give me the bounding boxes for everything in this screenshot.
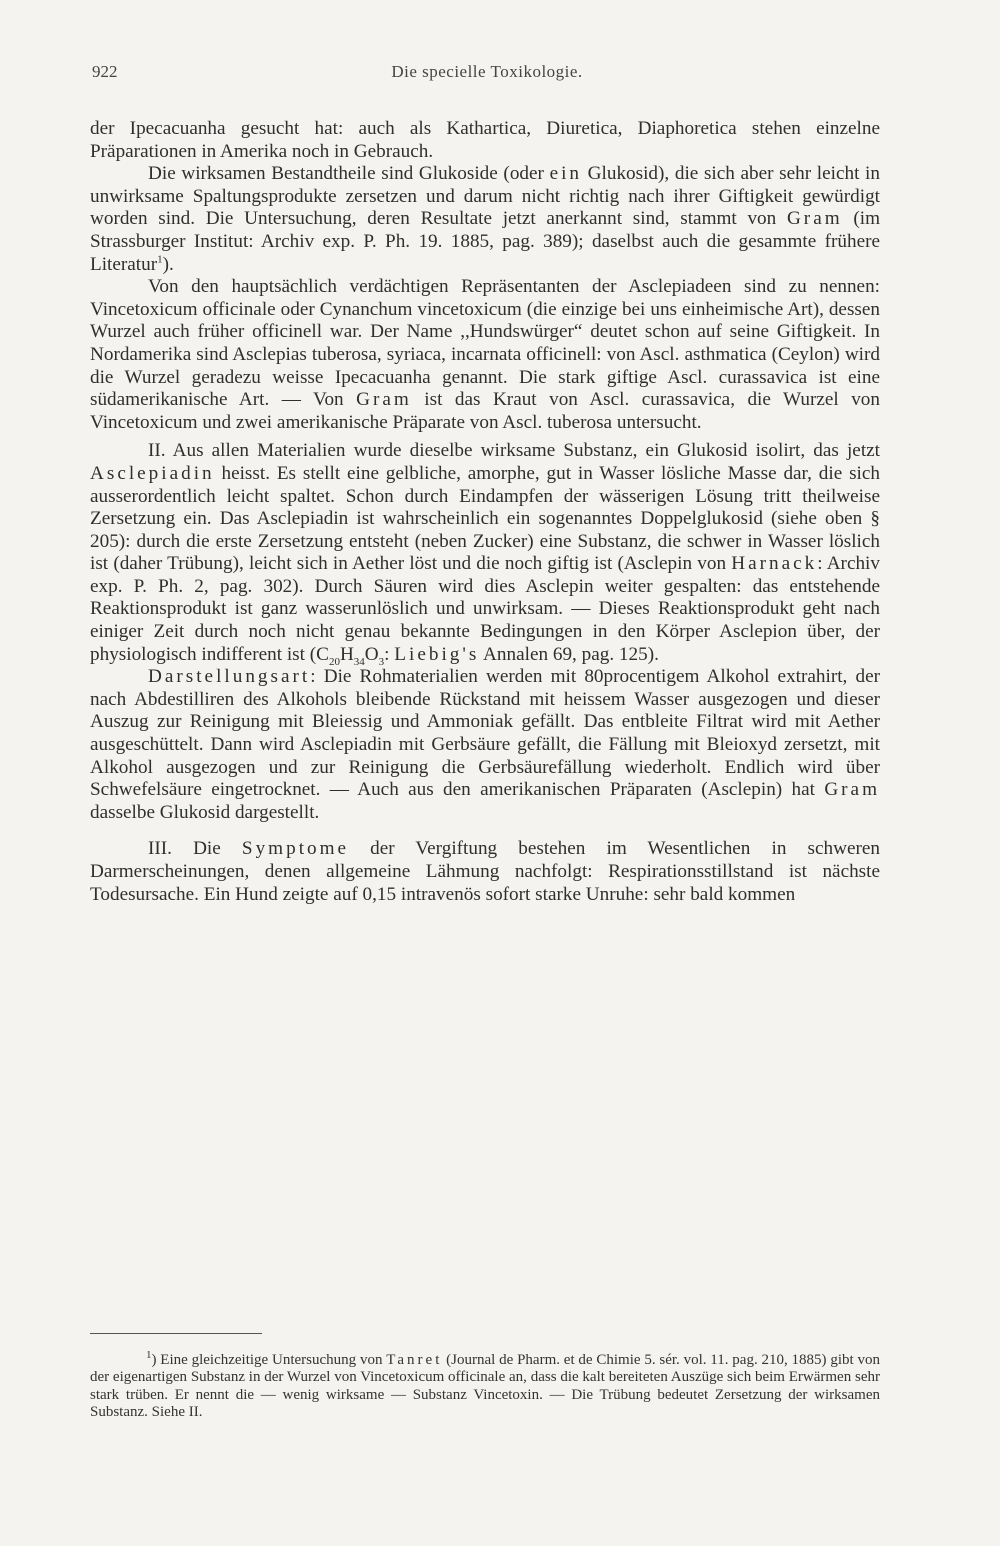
author-name: Gram xyxy=(356,389,412,411)
paragraph: III. Die Symptome der Vergiftung bestehen im Wesentlichen in schweren Darmerscheinungen, denen allgemeine Lähmung nachfolgt: Respirationsstillstand ist nächste Todesursache. Ein Hund zeigte auf 0,15 intravenös sofort starke Unruhe: sehr bald kommen xyxy=(90,838,880,905)
page-header xyxy=(92,62,882,90)
paragraph: Darstellungsart: Die Rohmaterialien werden mit 80procentigem Alkohol extrahirt, der nach Abdestilliren des Alkohols bleibende Rückstand mit heissem Wasser ausgezogen und dieser Auszug zur Reinigung mit Bleiessig und Ammoniak gefällt. Das entbleite Filtrat wird mit Aether ausgeschüttelt. Dann wird Asclepiadin mit Gerbsäure gefällt, die Fällung mit Bleioxyd zersetzt, mit Alkohol ausgezogen und zur Reinigung die Gerbsäurefällung wiederholt. Endlich wird über Schwefelsäure eingetrocknet. — Auch aus den amerikanischen Präparaten (Asclepin) hat Gram dasselbe Glukosid dargestellt. xyxy=(90,666,880,823)
paragraph: Von den hauptsächlich verdächtigen Repräsentanten der Asclepiadeen sind zu nennen: Vincetoxicum officinale oder Cynanchum vincetoxicum (die einzige bei uns einheimische Art), dessen Wurzel auch früher officinell war. Der Name ,,Hundswürger“ deutet schon auf seine Giftigkeit. In Nordamerika sind Asclepias tuberosa, syriaca, incarnata officinell: von Ascl. asthmatica (Ceylon) wird die Wurzel geradezu weisse Ipecacuanha genannt. Die stark giftige Ascl. curassavica ist eine südamerikanische Art. — Von Gram ist das Kraut von Ascl. curassavica, die Wurzel von Vincetoxicum und zwei amerikanische Präparate von Ascl. tuberosa untersucht. xyxy=(90,276,880,433)
author-name: Gram xyxy=(824,779,880,801)
footnote: $^1$) Eine gleichzeitige Untersuchung von Tanret (Journal de Pharm. et de Chimie 5. sér. vol. 11. pag. 210, 1885) gibt von der eigenartigen Substanz in der Wurzel von Vincetoxicum officinale an, dass die kalt bereiteten Auszüge sich beim Erwärmen sehr stark trüben. Er nennt die — wenig wirksame — Substanz Vincetoxin. — Die Trübung bedeutet Zersetzung der wirksamen Substanz. Siehe II. xyxy=(90,1349,880,1420)
emphasis: Asclepiadin xyxy=(90,462,215,484)
paragraph: II. Aus allen Materialien wurde dieselbe wirksame Substanz, ein Glukosid isolirt, das jetzt Asclepiadin heisst. Es stellt eine gelbliche, amorphe, gut in Wasser lösliche Masse dar, die sich ausserordentlich leicht spaltet. Schon durch Eindampfen der wässerigen Lösung tritt theilweise Zersetzung ein. Das Asclepiadin ist wahrscheinlich ein sogenanntes Doppelglukosid (siehe oben § 205): durch die erste Zersetzung entsteht (neben Zucker) eine Substanz, die schwer in Wasser löslich ist (daher Trübung), leicht sich in Aether löst und die noch giftig ist (Asclepin von Harnack: Archiv exp. P. Ph. 2, pag. 302). Durch Säuren wird dies Asclepin weiter gespalten: das entstehende Reaktionsprodukt ist ganz wasserunlöslich und unwirksam. — Dieses Reaktionsprodukt geht nach einiger Zeit durch noch nicht genau bekannte Bedingungen in den Körper Asclepion über, der physiologisch indifferent ist ($C_{20}H_{34}O_3$: Liebig's Annalen 69, pag. 125). xyxy=(90,440,880,668)
author-name: Tanret xyxy=(386,1352,443,1368)
footnote-ref: 1 xyxy=(157,253,163,266)
footnote-divider xyxy=(90,1333,262,1334)
page-number: 922 xyxy=(92,62,118,81)
author-name: Harnack xyxy=(731,553,818,575)
main-text xyxy=(90,118,880,906)
paragraph: Die wirksamen Bestandtheile sind Glukoside (oder ein Glukosid), die sich aber sehr leicht in unwirksame Spaltungsprodukte zersetzen und darum nicht richtig nach ihrer Giftigkeit gewürdigt worden sind. Die Untersuchung, deren Resultate jetzt anerkannt sind, stammt von Gram (im Strassburger Institut: Archiv exp. P. Ph. 19. 1885, pag. 389); daselbst auch die gesammte frühere Literatur$^1$). xyxy=(90,163,880,275)
paragraph: der Ipecacuanha gesucht hat: auch als Kathartica, Diuretica, Diaphoretica stehen einzelne Präparationen in Amerika noch in Gebrauch. xyxy=(90,118,880,162)
running-title: Die specielle Toxikologie. xyxy=(391,62,583,81)
emphasis: Symptome xyxy=(241,838,350,860)
emphasis: Darstellungsart xyxy=(148,666,311,688)
author-name: Liebig's xyxy=(394,643,480,665)
footnote-marker: 1 xyxy=(146,1349,152,1361)
author-name: Gram xyxy=(786,208,843,230)
emphasis: ein xyxy=(549,163,583,185)
